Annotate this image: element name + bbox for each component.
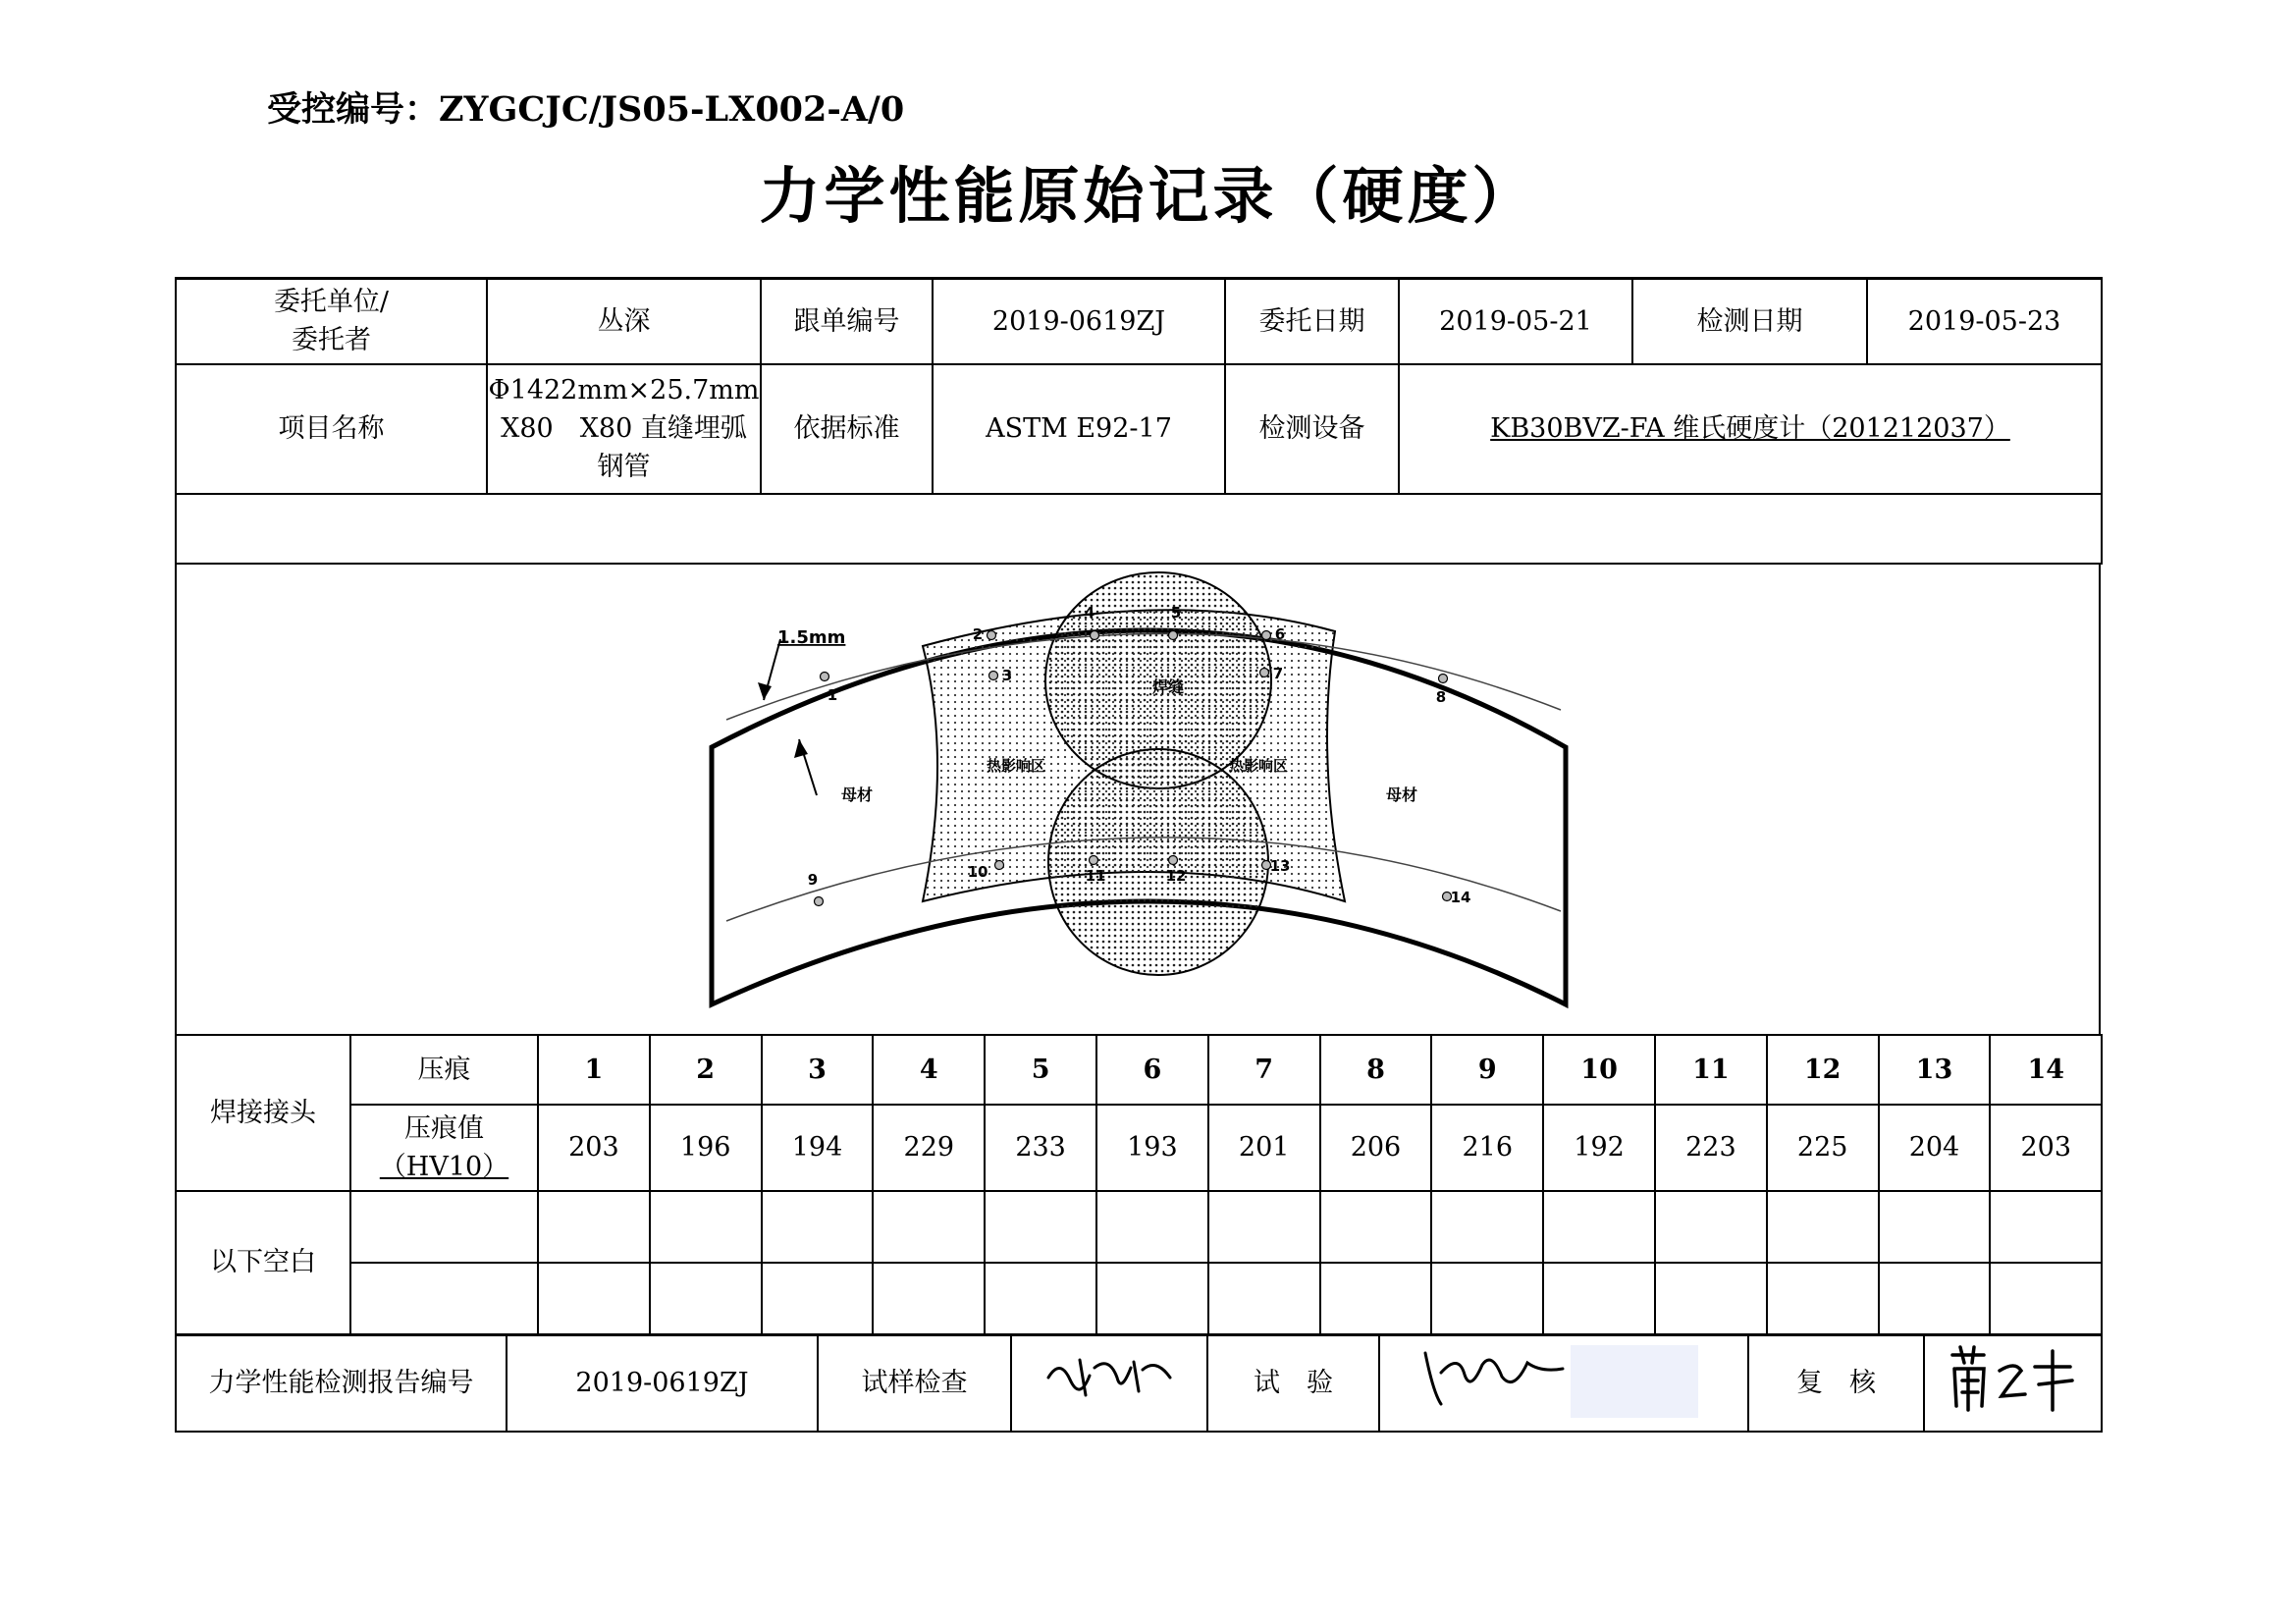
indent-point: [995, 861, 1004, 870]
signature-image: [1945, 1341, 2082, 1414]
test-date-value: 2019-05-23: [1867, 279, 2102, 364]
empty-row: [176, 494, 2102, 564]
indent-point-label: 10: [967, 863, 988, 881]
hardness-value: 193: [1096, 1105, 1208, 1191]
indent-point-label: 8: [1435, 688, 1447, 706]
report-no-value: 2019-0619ZJ: [507, 1335, 818, 1432]
hardness-value: 192: [1543, 1105, 1655, 1191]
indent-header: 3: [762, 1035, 874, 1105]
indent-header: 9: [1431, 1035, 1543, 1105]
group-label: 焊接接头: [176, 1035, 350, 1191]
blank-label: 以下空白: [176, 1191, 350, 1334]
indent-header: 2: [650, 1035, 762, 1105]
indent-point-label: 5: [1170, 604, 1182, 622]
report-no-label: 力学性能检测报告编号: [176, 1335, 507, 1432]
indent-point-label: 14: [1450, 889, 1471, 906]
hardness-value: 203: [538, 1105, 650, 1191]
indent-header: 6: [1096, 1035, 1208, 1105]
redacted-area: [1571, 1345, 1698, 1418]
indent-header: 12: [1767, 1035, 1879, 1105]
value-label: 压痕值 （HV10）: [350, 1105, 538, 1191]
indent-point: [989, 672, 998, 680]
tracking-value: 2019-0619ZJ: [933, 279, 1225, 364]
page-title: 力学性能原始记录（硬度）: [759, 160, 1537, 232]
indent-point-label: 1: [827, 686, 838, 704]
indent-header: 1: [538, 1035, 650, 1105]
indent-point: [1091, 631, 1099, 640]
client-label: 委托单位/ 委托者: [176, 279, 487, 364]
sample-check-label: 试样检查: [818, 1335, 1011, 1432]
commission-date-value: 2019-05-21: [1399, 279, 1632, 364]
indent-point-label: 4: [1084, 604, 1095, 622]
indent-point-label: 3: [1001, 667, 1013, 684]
results-table: [175, 1034, 2103, 1335]
tracking-label: 跟单编号: [761, 279, 933, 364]
indent-header: 13: [1879, 1035, 1991, 1105]
hardness-value: 229: [873, 1105, 985, 1191]
indent-point: [1090, 856, 1098, 865]
project-value: Φ1422mm×25.7mm X80 X80 直缝埋弧 钢管: [487, 364, 761, 494]
indent-point: [815, 897, 824, 906]
signature-table: [175, 1334, 2103, 1433]
indent-point-label: 9: [807, 871, 819, 889]
equipment-value: KB30BVZ-FA 维氏硬度计（201212037）: [1399, 364, 2102, 494]
indent-point: [1262, 631, 1271, 640]
client-value: 丛深: [487, 279, 761, 364]
indent-header: 7: [1208, 1035, 1320, 1105]
indent-label: 压痕: [350, 1035, 538, 1105]
dim-label: 1.5mm: [777, 627, 846, 648]
hardness-value: 194: [762, 1105, 874, 1191]
haz-left-label: 热影响区: [986, 757, 1046, 775]
indent-header: 11: [1655, 1035, 1767, 1105]
indent-point-label: 7: [1272, 665, 1284, 682]
indent-point: [988, 631, 996, 640]
info-table: [175, 277, 2103, 565]
commission-date-label: 委托日期: [1225, 279, 1399, 364]
weld-label: 焊缝: [1151, 677, 1185, 696]
hardness-value: 206: [1320, 1105, 1432, 1191]
hardness-value: 233: [985, 1105, 1096, 1191]
indent-point: [1169, 856, 1178, 865]
indent-point: [1260, 669, 1269, 677]
indent-point-label: 13: [1269, 857, 1291, 875]
hardness-value: 196: [650, 1105, 762, 1191]
hardness-value: 201: [1208, 1105, 1320, 1191]
hardness-value: 225: [1767, 1105, 1879, 1191]
indent-point-label: 11: [1085, 867, 1106, 885]
indent-point-label: 12: [1165, 867, 1187, 885]
equipment-label: 检测设备: [1225, 364, 1399, 494]
weld-joint-diagram: [177, 563, 2099, 1032]
indent-point-label: 2: [972, 625, 984, 643]
base-left-label: 母材: [840, 785, 874, 804]
indent-point: [1169, 631, 1178, 640]
test-date-label: 检测日期: [1632, 279, 1867, 364]
indent-header: 14: [1990, 1035, 2102, 1105]
project-label: 项目名称: [176, 364, 487, 494]
base-right-label: 母材: [1385, 785, 1418, 804]
indent-header: 5: [985, 1035, 1096, 1105]
hardness-value: 216: [1431, 1105, 1543, 1191]
signature-image: [1041, 1348, 1178, 1407]
weld-lower: [1048, 749, 1268, 975]
standard-value: ASTM E92-17: [933, 364, 1225, 494]
indent-point-label: 6: [1274, 625, 1286, 643]
test-label: 试 验: [1207, 1335, 1379, 1432]
hardness-value: 203: [1990, 1105, 2102, 1191]
haz-right-label: 热影响区: [1228, 757, 1289, 775]
standard-label: 依据标准: [761, 364, 933, 494]
hardness-value: 204: [1879, 1105, 1991, 1191]
indent-header: 10: [1543, 1035, 1655, 1105]
hardness-value: 223: [1655, 1105, 1767, 1191]
indent-header: 4: [873, 1035, 985, 1105]
review-label: 复 核: [1748, 1335, 1924, 1432]
sample-check-signature: [1011, 1335, 1207, 1432]
indent-point: [821, 673, 829, 681]
control-number: 受控编号：ZYGCJC/JS05-LX002-A/0: [267, 89, 905, 130]
indent-point: [1439, 675, 1448, 683]
review-signature: [1924, 1335, 2102, 1432]
signature-image: [1419, 1343, 1567, 1412]
dim-arrow-top: [758, 682, 772, 700]
weld-diagram-box: [175, 563, 2101, 1034]
indent-header: 8: [1320, 1035, 1432, 1105]
